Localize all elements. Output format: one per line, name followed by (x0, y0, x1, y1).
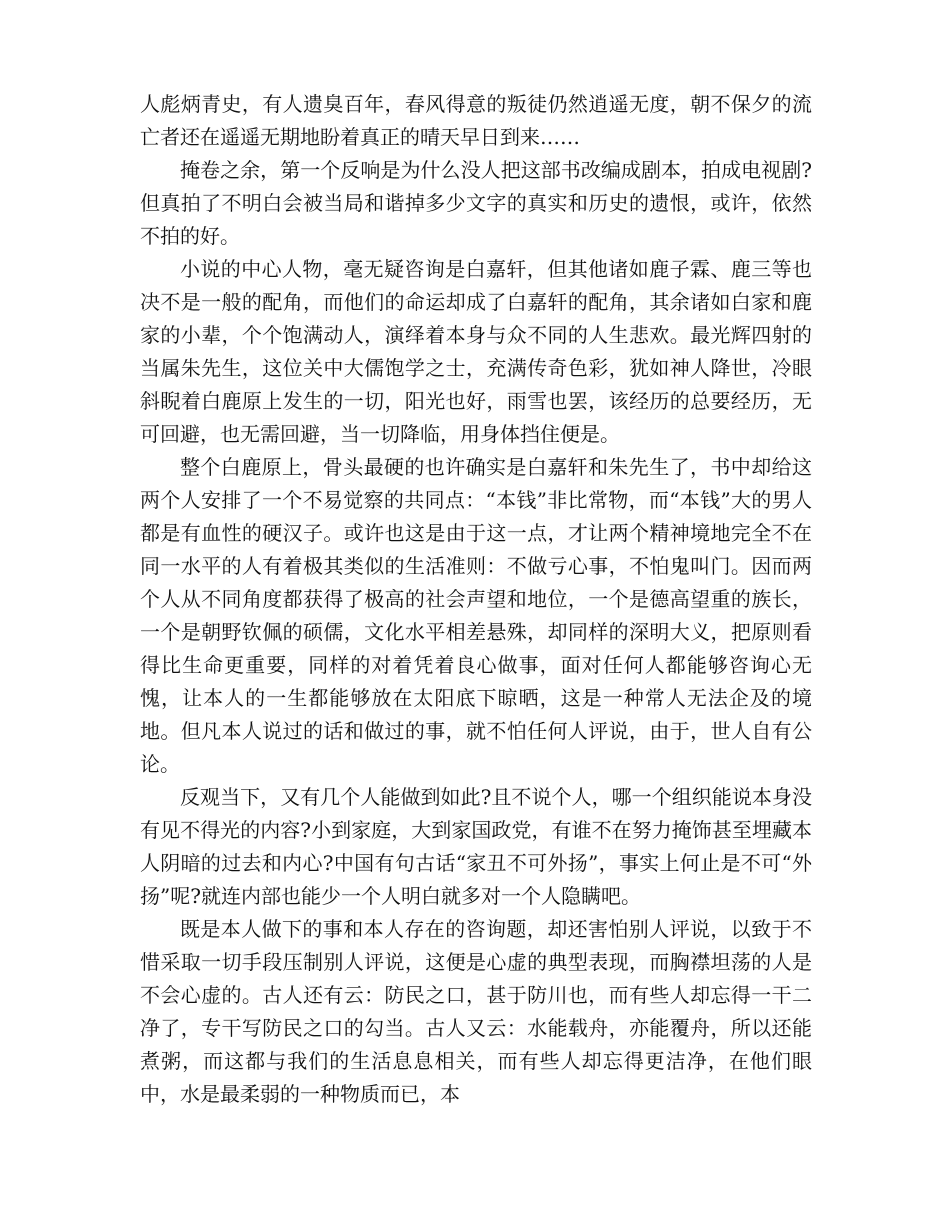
paragraph-6: 既是本人做下的事和本人存在的咨询题，却还害怕别人评说，以致于不惜采取一切手段压制别人评说，这便是心虚的典型表现，而胸襟坦荡的人是不会心虚的。古人还有云：防民之口，甚于防川也，而有些人却忘得一干二净了，专干写防民之口的勾当。古人又云：水能载舟，亦能覆舟，所以还能煮粥，而这都与我们的生活息息相关，而有些人却忘得更洁净，在他们眼中，水是最柔弱的一种物质而已，本 (140, 917, 812, 1106)
paragraph-5: 反观当下，又有几个人能做到如此?且不说个人，哪一个组织能说本身没有见不得光的内容?小到家庭，大到家国政党，有谁不在努力掩饰甚至埋藏本人阴暗的过去和内心?中国有句古话“家丑不可外扬”，事实上何止是不可“外扬”呢?就连内部也能少一个人明白就多对一个人隐瞒吧。 (140, 785, 812, 908)
paragraph-3: 小说的中心人物，毫无疑咨询是白嘉轩，但其他诸如鹿子霖、鹿三等也决不是一般的配角，而他们的命运却成了白嘉轩的配角，其余诸如白家和鹿家的小辈，个个饱满动人，演绎着本身与众不同的人生悲欢。最光辉四射的当属朱先生，这位关中大儒饱学之士，充满传奇色彩，犹如神人降世，冷眼斜睨着白鹿原上发生的一切，阳光也好，雨雪也罢，该经历的总要经历，无可回避，也无需回避，当一切降临，用身体挡住便是。 (140, 257, 812, 446)
article-body (140, 88, 812, 1111)
paragraph-2: 掩卷之余，第一个反响是为什么没人把这部书改编成剧本，拍成电视剧?但真拍了不明白会被当局和谐掉多少文字的真实和历史的遗恨，或许，依然不拍的好。 (140, 158, 812, 248)
paragraph-1: 人彪炳青史，有人遗臭百年，春风得意的叛徒仍然逍遥无度，朝不保夕的流亡者还在遥遥无期地盼着真正的晴天早日到来…… (140, 92, 812, 149)
paragraph-4: 整个白鹿原上，骨头最硬的也许确实是白嘉轩和朱先生了，书中却给这两个人安排了一个不易觉察的共同点：“本钱”非比常物，而“本钱”大的男人都是有血性的硬汉子。或许也这是由于这一点，才让两个精神境地完全不在同一水平的人有着极其类似的生活准则：不做亏心事，不怕鬼叫门。因而两个人从不同角度都获得了极高的社会声望和地位，一个是德高望重的族长，一个是朝野钦佩的硕儒，文化水平相差悬殊，却同样的深明大义，把原则看得比生命更重要，同样的对着凭着良心做事，面对任何人都能够咨询心无愧，让本人的一生都能够放在太阳底下晾晒，这是一种常人无法企及的境地。但凡本人说过的话和做过的事，就不怕任何人评说，由于，世人自有公论。 (140, 455, 812, 776)
